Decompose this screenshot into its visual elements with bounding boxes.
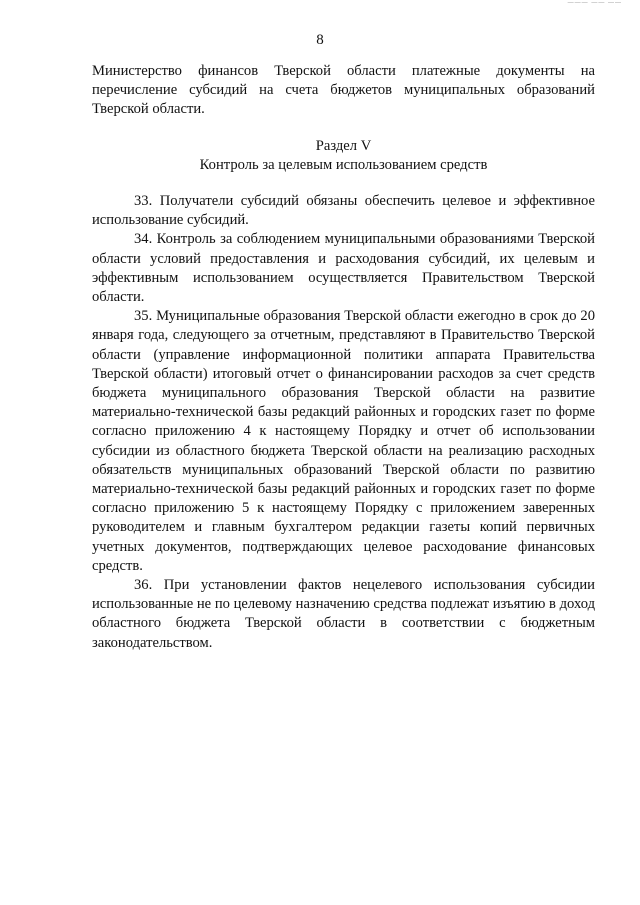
paragraph-36: 36. При установлении фактов нецелевого использования субсидии использованные не по целевому назначению средства подлежат изъятию в доход областного бюджета Тверской области в соответствии с бюджетным законодательством.: [92, 577, 595, 651]
scan-mark: ——— —— ——: [567, 0, 622, 6]
intro-paragraph: Министерство финансов Тверской области платежные документы на перечисление субсидий на счета бюджетов муниципальных образований Тверской области.: [92, 63, 595, 118]
paragraph-34: 34. Контроль за соблюдением муниципальными образованиями Тверской области условий предоставления и расходования субсидий, их целевым и эффективным использованием осуществляется Правительством Тверской области.: [92, 231, 595, 306]
document-body: [92, 62, 595, 653]
page-number: 8: [316, 32, 324, 48]
paragraph-35: 35. Муниципальные образования Тверской области ежегодно в срок до 20 января года, следующего за отчетным, представляют в Правительство Тверской области (управление информационной политики аппарата Правительства Тверской области) итоговый отчет о финансировании расходов за счет средств бюджета муниципального образования Тверской области на развитие материально-технической базы редакций районных и городских газет по форме согласно приложению 4 к настоящему Порядку и отчет об использовании субсидии из областного бюджета Тверской области на реализацию расходных обязательств муниципальных образований Тверской области по развитию материально-технической базы редакций районных и городских газет по форме согласно приложению 5 к настоящему Порядку с приложением заверенных руководителем и главным бухгалтером редакции газеты копий первичных учетных документов, подтверждающих целевое расходование финансовых средств.: [92, 308, 595, 574]
paragraph-33: 33. Получатели субсидий обязаны обеспечить целевое и эффективное использование субсидий.: [92, 193, 595, 229]
section-title: Раздел V: [315, 137, 372, 154]
section-subtitle: Контроль за целевым использованием средств: [199, 156, 488, 173]
